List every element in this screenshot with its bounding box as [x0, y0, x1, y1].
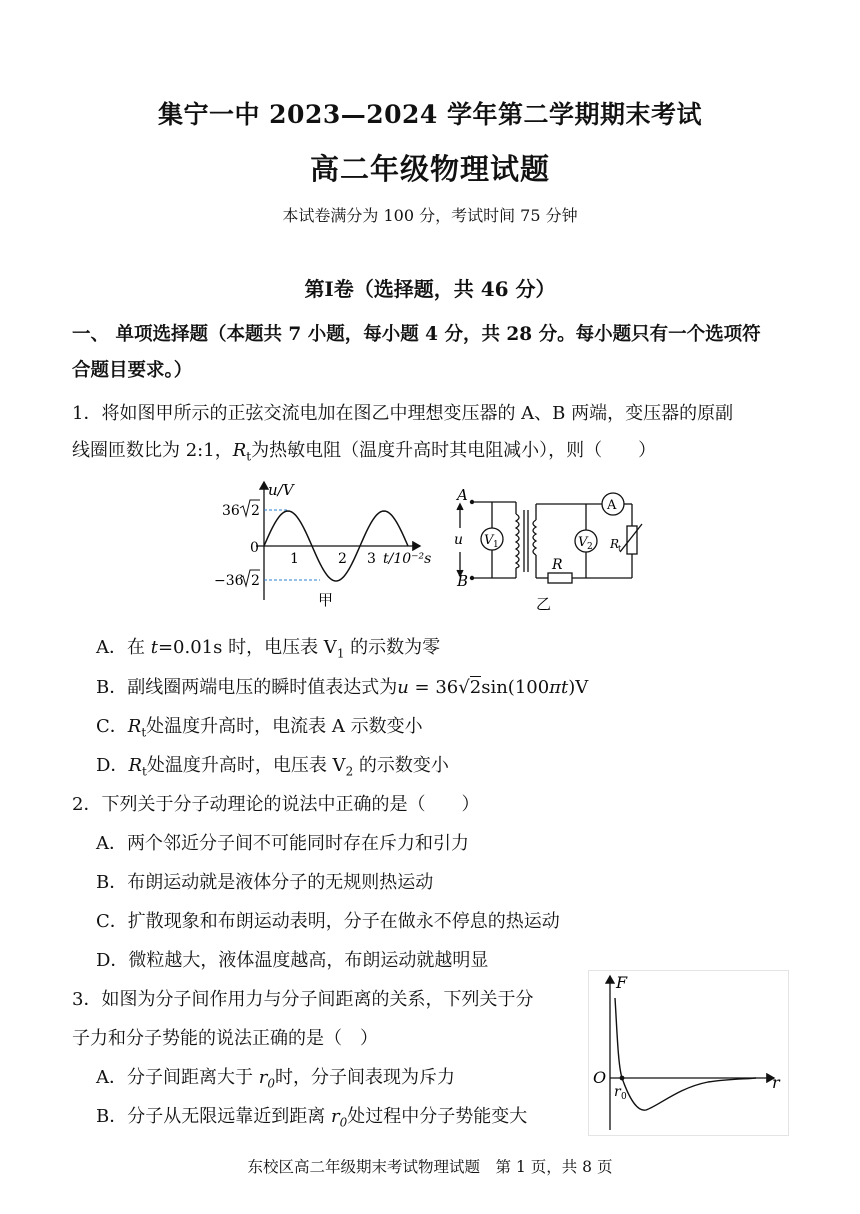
q1-optB-pi: πt [549, 677, 569, 698]
exam-info: 本试卷满分为 100 分，考试时间 75 分钟 [282, 206, 578, 225]
q3-option-b [96, 1102, 527, 1130]
q1-optC-post: 处温度升高时，电流表 A 示数变小 [146, 716, 423, 737]
q1-optA-t: t [150, 637, 158, 658]
q3-optA-post: 时，分子间表现为斥力 [274, 1067, 455, 1088]
q2-option-d: D．微粒越大，液体温度越高，布朗运动就越明显 [96, 950, 489, 971]
q1-optA-sub: 1 [336, 646, 345, 661]
jia-y-label: u/V [268, 481, 294, 499]
section-heading-line2: 合题目要求。） [72, 360, 193, 381]
q1-optA-post: =0.01s 时，电压表 V [157, 637, 337, 658]
yi-u-label: u [454, 532, 464, 548]
jia-y-top-label: 36 [222, 503, 240, 519]
yi-ammeter-label: A [607, 498, 617, 513]
jia-sqrt-top-val: 2 [251, 503, 260, 519]
q1-option-c [96, 712, 423, 740]
q1-optB-sqrt-icon: √ [458, 677, 470, 698]
figure-q3-force-distance [588, 970, 790, 1138]
q1-optB-sin: sin(100 [481, 677, 550, 698]
q3-optB-sub: 0 [339, 1115, 348, 1130]
q1-optD-r: R [128, 755, 142, 776]
q1-optD-sub2: 2 [345, 764, 354, 779]
q3-F-label: F [616, 973, 628, 992]
q1-optB-sqrt-val: 2 [469, 677, 482, 698]
q1-stem-line2 [72, 436, 656, 464]
q3-optB-r: r [330, 1106, 340, 1127]
q1-option-a [96, 633, 440, 661]
figure-jia-sine-wave [210, 478, 450, 618]
q1-optD-pre: D． [96, 755, 129, 776]
q3-optA-pre: A．分子间距离大于 [96, 1067, 259, 1088]
jia-tick-1: 1 [290, 551, 299, 567]
yi-rt-sub: t [618, 544, 622, 553]
yi-terminal-B: B [457, 572, 469, 590]
q1-optC-r: R [127, 716, 142, 737]
q1-option-b [96, 673, 588, 699]
q1-optC-sub: t [141, 725, 147, 740]
exam-title: 集宁一中 2023—2024 学年第二学期期末考试 [157, 100, 703, 129]
q3-optA-r: r [258, 1067, 268, 1088]
q3-option-a [96, 1063, 455, 1091]
yi-terminal-A: A [457, 486, 468, 504]
yi-rt-label: R [610, 537, 620, 551]
q1-rt: R [232, 440, 247, 461]
jia-caption: 甲 [318, 591, 334, 609]
q2-option-b: B．布朗运动就是液体分子的无规则热运动 [96, 872, 434, 893]
q3-optB-post: 处过程中分子势能变大 [347, 1106, 528, 1127]
jia-tick-2: 2 [338, 551, 347, 567]
part-title: 第Ⅰ卷（选择题，共 46 分） [304, 277, 556, 301]
q1-rt-sub: t [246, 449, 252, 464]
jia-tick-3: 3 [367, 551, 376, 567]
q1-stem-line2-post: 为热敏电阻（温度升高时其电阻减小），则（ ） [251, 440, 657, 461]
yi-caption: 乙 [536, 595, 552, 613]
yi-r-label: R [552, 557, 563, 573]
q1-optC-pre: C． [96, 716, 128, 737]
q1-optD-end: 的示数变小 [353, 755, 449, 776]
q1-optD-post: 处温度升高时，电压表 V [146, 755, 346, 776]
page-footer: 东校区高二年级期末考试物理试题 第 1 页，共 8 页 [247, 1158, 613, 1176]
figure-yi-transformer-circuit [452, 486, 652, 618]
jia-origin: 0 [250, 540, 259, 556]
section-heading-line1: 一、 单项选择题（本题共 7 小题，每小题 4 分，共 28 分。每小题只有一个选项符 [72, 324, 761, 345]
q1-optA-end: 的示数为零 [344, 637, 441, 658]
exam-subtitle: 高二年级物理试题 [309, 152, 550, 186]
q1-optB-end: )V [568, 677, 589, 698]
q2-option-a: A．两个邻近分子间不可能同时存在斥力和引力 [96, 833, 469, 854]
q3-force-curve [615, 998, 756, 1110]
q3-optB-pre: B．分子从无限远靠近到距离 [96, 1106, 331, 1127]
yi-v2-label: V [578, 535, 588, 550]
q3-r0-sub: 0 [621, 1092, 627, 1102]
q3-r-label: r [772, 1073, 780, 1092]
q2-stem: 2．下列关于分子动理论的说法中正确的是（ ） [72, 794, 480, 815]
q3-stem-line1: 3．如图为分子间作用力与分子间距离的关系，下列关于分 [72, 989, 534, 1010]
q1-optB-u: u [397, 677, 409, 698]
q1-stem-line2-pre: 线圈匝数比为 2:1， [72, 440, 233, 461]
yi-v1-sub: 1 [493, 540, 499, 550]
q3-stem-line2: 子力和分子势能的说法正确的是（ ） [72, 1028, 378, 1049]
q3-optA-sub: 0 [267, 1076, 275, 1091]
jia-x-label: t/10⁻²s [383, 551, 432, 567]
yi-v1-label: V [484, 533, 494, 548]
yi-v2-sub: 2 [587, 542, 593, 552]
q1-optD-sub: t [142, 764, 147, 779]
jia-sqrt-bottom-val: 2 [251, 573, 260, 589]
q1-stem-line1: 1．将如图甲所示的正弦交流电加在图乙中理想变压器的 A、B 两端，变压器的原副 [72, 403, 734, 424]
q1-optB-mid: = 36 [408, 677, 459, 698]
jia-y-bottom-label: −36 [214, 573, 244, 589]
q1-optB-text: B．副线圈两端电压的瞬时值表达式为 [96, 677, 398, 698]
q1-option-d [96, 751, 449, 779]
q3-r0-label: r [614, 1084, 621, 1100]
q1-optA-pre: A．在 [96, 637, 151, 658]
q2-option-c: C．扩散现象和布朗运动表明，分子在做永不停息的热运动 [96, 911, 560, 932]
q3-O-label: O [593, 1068, 607, 1087]
q3-r0-point [620, 1076, 625, 1081]
